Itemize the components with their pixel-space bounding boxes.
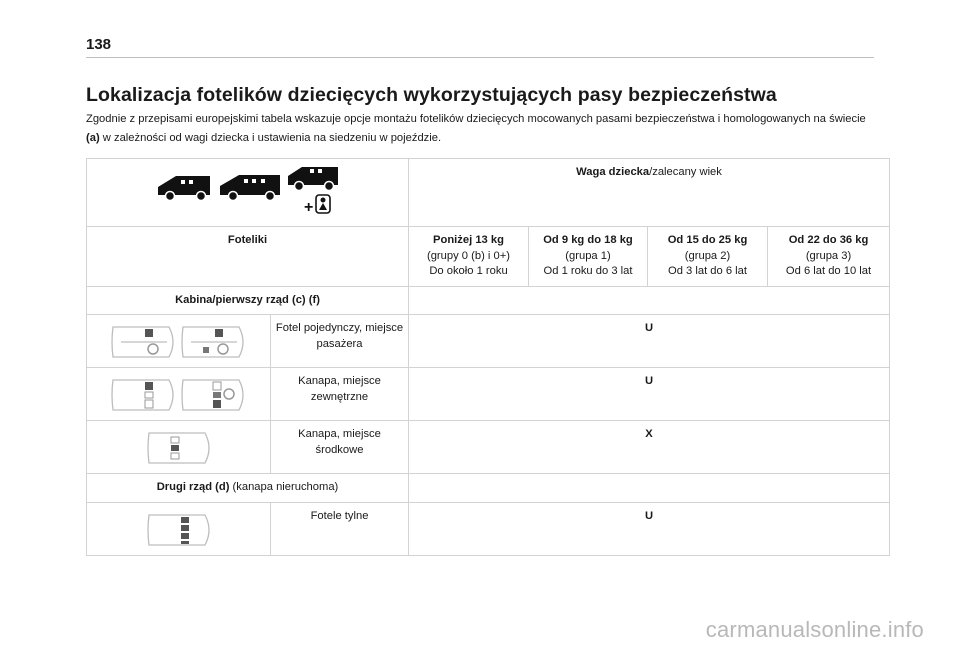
- weight-header-bold: Waga dziecka: [576, 166, 650, 178]
- group-cell-3: [768, 227, 890, 287]
- bench-middle-seat-diagram-icon: [109, 427, 249, 469]
- weight-groups-row: [87, 227, 890, 287]
- section-label-second: [87, 474, 409, 503]
- group-age: Do około 1 roku: [429, 265, 508, 277]
- vehicle-icons-cell: [87, 159, 409, 227]
- section-empty-cell: [409, 286, 890, 315]
- group-age: Od 6 lat do 10 lat: [785, 265, 872, 277]
- group-weight: Od 22 do 36 kg: [788, 234, 869, 246]
- group-weight: Od 15 do 25 kg: [667, 234, 748, 246]
- intro-text-end: w zależności od wagi dziecka i ustawienia na siedzeniu w pojeździe.: [99, 132, 442, 144]
- van-short-icon: [158, 176, 210, 201]
- seat-value-cell: U: [409, 368, 890, 421]
- table-row: [87, 315, 890, 368]
- watermark-text: carmanualsonline.info: [705, 617, 924, 642]
- bench-outer-seat-diagram-icon: [109, 374, 249, 416]
- plus-sign: +: [303, 199, 313, 215]
- group-age: Od 1 roku do 3 lat: [543, 265, 633, 277]
- group-weight: Poniżej 13 kg: [433, 234, 504, 246]
- group-cell-2: [648, 227, 768, 287]
- table-row: [87, 368, 890, 421]
- section-empty-cell: [409, 474, 890, 503]
- section-label-rest: (kanapa nieruchoma): [229, 481, 339, 493]
- car-outline-icon: [112, 327, 243, 357]
- seat-label-cell: Kanapa, miejsce zewnętrzne: [271, 368, 409, 421]
- passenger-seat-diagram-icon: [109, 321, 249, 363]
- intro-paragraph: [86, 110, 876, 148]
- car-outline-icon: [148, 515, 209, 545]
- child-seat-table: [86, 158, 890, 556]
- van-long-icon: [288, 167, 338, 191]
- van-medium-icon: [220, 175, 280, 201]
- group-age: Od 3 lat do 6 lat: [668, 265, 747, 277]
- page-title: Lokalizacja fotelików dziecięcych wykorzystujących pasy bezpieczeństwa: [86, 84, 777, 106]
- child-seat-icon: [316, 195, 330, 213]
- section-label-cabin: Kabina/pierwszy rząd (c) (f): [87, 286, 409, 315]
- section-row-cabin: [87, 286, 890, 315]
- group-name: (grupa 2): [684, 249, 731, 262]
- group-cell-1: [529, 227, 648, 287]
- header-rule: [86, 57, 874, 58]
- seat-diagram-cell: [87, 421, 271, 474]
- seat-value-cell: X: [409, 421, 890, 474]
- page-number: 138: [86, 36, 112, 53]
- van-variants-icon: [158, 167, 338, 215]
- group-name: (grupa 3): [805, 249, 852, 262]
- seat-diagram-cell: [87, 315, 271, 368]
- seat-value-cell: U: [409, 315, 890, 368]
- seat-diagram-cell: [87, 368, 271, 421]
- section-label-bold: Drugi rząd (d): [156, 481, 230, 493]
- table-header-row: [87, 159, 890, 227]
- seat-label-cell: Fotel pojedynczy, miejsce pasażera: [271, 315, 409, 368]
- table-row: [87, 421, 890, 474]
- weight-header-cell: [409, 159, 890, 227]
- intro-text: Zgodnie z przepisami europejskimi tabela wskazuje opcje montażu fotelików dziecięcych mocowanych pasami bezpieczeństwa i homologowanych na świecie: [86, 113, 866, 125]
- weight-header-rest: /zalecany wiek: [649, 166, 722, 178]
- group-name: (grupa 1): [565, 249, 611, 262]
- seat-label-cell: Kanapa, miejsce środkowe: [271, 421, 409, 474]
- group-name: (grupy 0 (b) i 0+): [426, 249, 510, 262]
- seat-diagram-cell: [87, 502, 271, 555]
- seats-label-cell: Foteliki: [87, 227, 409, 287]
- intro-ref: (a): [86, 132, 100, 144]
- seat-value-cell: U: [409, 502, 890, 555]
- table-row: [87, 502, 890, 555]
- seat-label-cell: Fotele tylne: [271, 502, 409, 555]
- section-row-second: [87, 474, 890, 503]
- rear-seats-diagram-icon: [109, 509, 249, 551]
- group-weight: Od 9 kg do 18 kg: [543, 234, 633, 246]
- group-cell-0: [409, 227, 529, 287]
